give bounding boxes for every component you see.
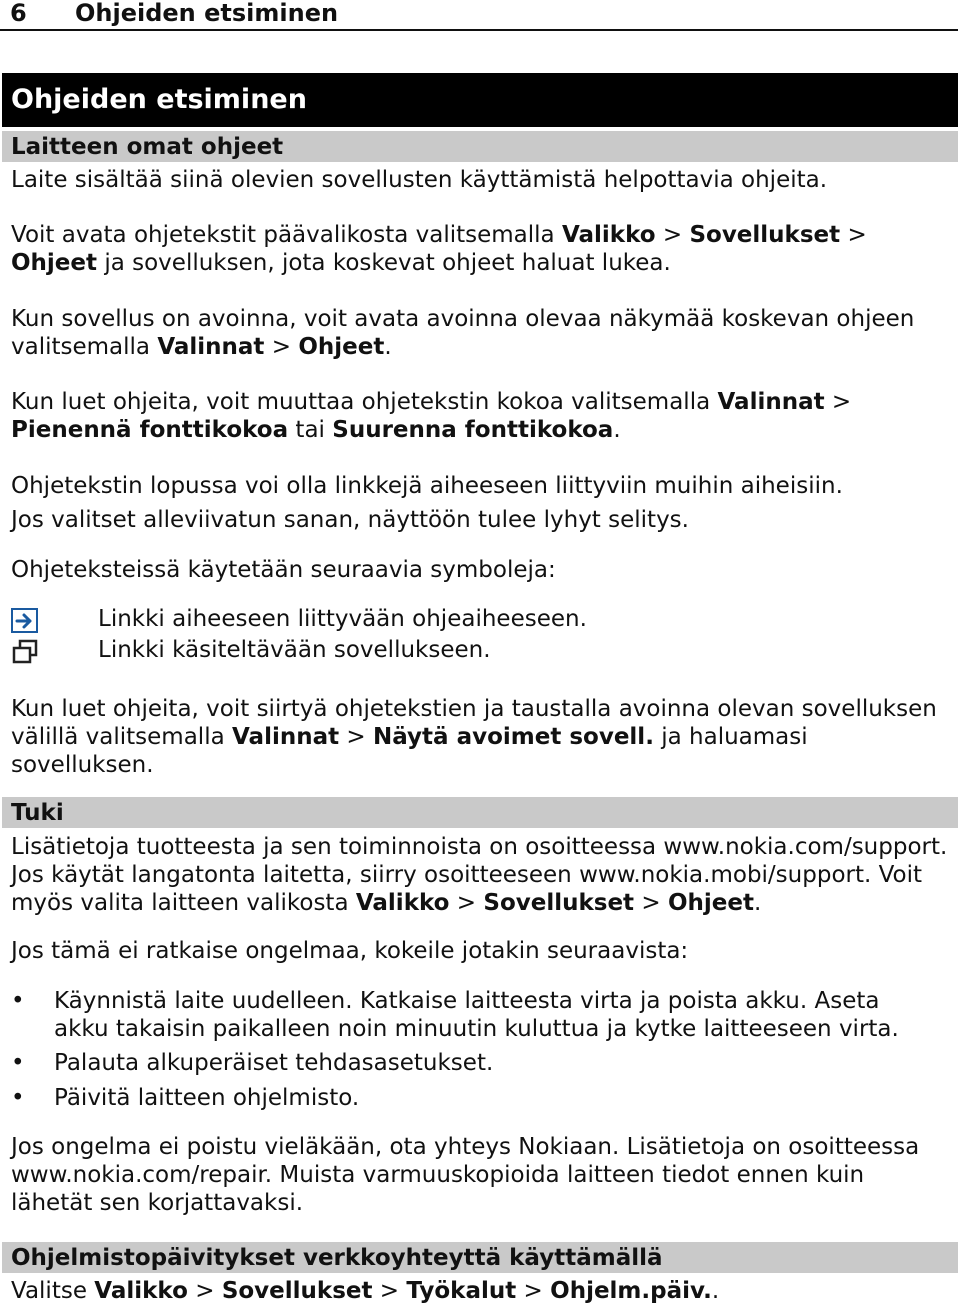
bullet-marker: • [11, 1050, 25, 1076]
paragraph: Ohjeteksteissä käytetään seuraavia symboleja: [11, 557, 556, 583]
symbol-row-app [11, 636, 951, 666]
paragraph: Voit avata ohjetekstit päävalikosta valitsemalla Valikko > Sovellukset > Ohjeet ja sovelluksen, jota koskevat ohjeet haluat lukea. [11, 222, 867, 276]
bullet-marker: • [11, 988, 25, 1014]
paragraph: Jos tämä ei ratkaise ongelmaa, kokeile jotakin seuraavista: [11, 938, 689, 964]
paragraph: Kun luet ohjeita, voit siirtyä ohjetekstien ja taustalla avoinna olevan sovelluksen välillä valitsemalla Valinnat > Näytä avoimet sovell. ja haluamasi sovelluksen. [11, 696, 937, 778]
section-heading-support [2, 797, 958, 828]
paragraph: Valitse Valikko > Sovellukset > Työkalut > Ohjelm.päiv.. [11, 1278, 720, 1304]
paragraph: Kun luet ohjeita, voit muuttaa ohjetekstin kokoa valitsemalla Valinnat > Pienennä fonttikokoa tai Suurenna fonttikokoa. [11, 389, 852, 443]
arrow-link-icon [11, 608, 39, 634]
running-title: Ohjeiden etsiminen [75, 0, 339, 27]
symbol-description: Linkki aiheeseen liittyvään ohjeaiheeseen. [98, 606, 587, 632]
app-windows-icon [11, 639, 39, 665]
section-heading-text: Ohjelmistopäivitykset verkkoyhteyttä käyttämällä [11, 1245, 663, 1271]
section-heading-device-help [2, 131, 958, 162]
section-heading-text: Laitteen omat ohjeet [11, 134, 284, 160]
paragraph: Jos valitset alleviivatun sanan, näyttöön tulee lyhyt selitys. [11, 507, 689, 533]
symbol-row-link [11, 605, 951, 635]
section-heading-software-update [2, 1242, 958, 1273]
paragraph: Laite sisältää siinä olevien sovellusten käyttämistä helpottavia ohjeita. [11, 167, 828, 193]
page-header [0, 0, 958, 31]
chapter-title: Ohjeiden etsiminen [11, 84, 307, 115]
paragraph: Jos ongelma ei poistu vieläkään, ota yhteys Nokiaan. Lisätietoja on osoitteessa www.nokia.com/repair. Muista varmuuskopioida laitteen tiedot ennen kuin lähetät sen korjattavaksi. [11, 1134, 920, 1216]
paragraph: Ohjetekstin lopussa voi olla linkkejä aiheeseen liittyviin muihin aiheisiin. [11, 473, 843, 499]
page-number: 6 [10, 0, 27, 27]
chapter-title-bar [2, 73, 958, 127]
section-heading-text: Tuki [11, 800, 64, 826]
list-item-text: Päivitä laitteen ohjelmisto. [54, 1085, 360, 1111]
symbol-description: Linkki käsiteltävään sovellukseen. [98, 637, 491, 663]
paragraph: Kun sovellus on avoinna, voit avata avoinna olevaa näkymää koskevan ohjeen valitsemalla Valinnat > Ohjeet. [11, 306, 915, 360]
list-item-text: Palauta alkuperäiset tehdasasetukset. [54, 1050, 494, 1076]
list-item-text: Käynnistä laite uudelleen. Katkaise laitteesta virta ja poista akku. Aseta akku takaisin paikalleen noin minuutin kuluttua ja kytke laitteeseen virta. [54, 988, 899, 1042]
paragraph: Lisätietoja tuotteesta ja sen toiminnoista on osoitteessa www.nokia.com/support. Jos käytät langatonta laitetta, siirry osoitteeseen www.nokia.mobi/support. Voit myös valita laitteen valikosta Valikko > Sovellukset > Ohjeet. [11, 834, 948, 916]
bullet-marker: • [11, 1085, 25, 1111]
